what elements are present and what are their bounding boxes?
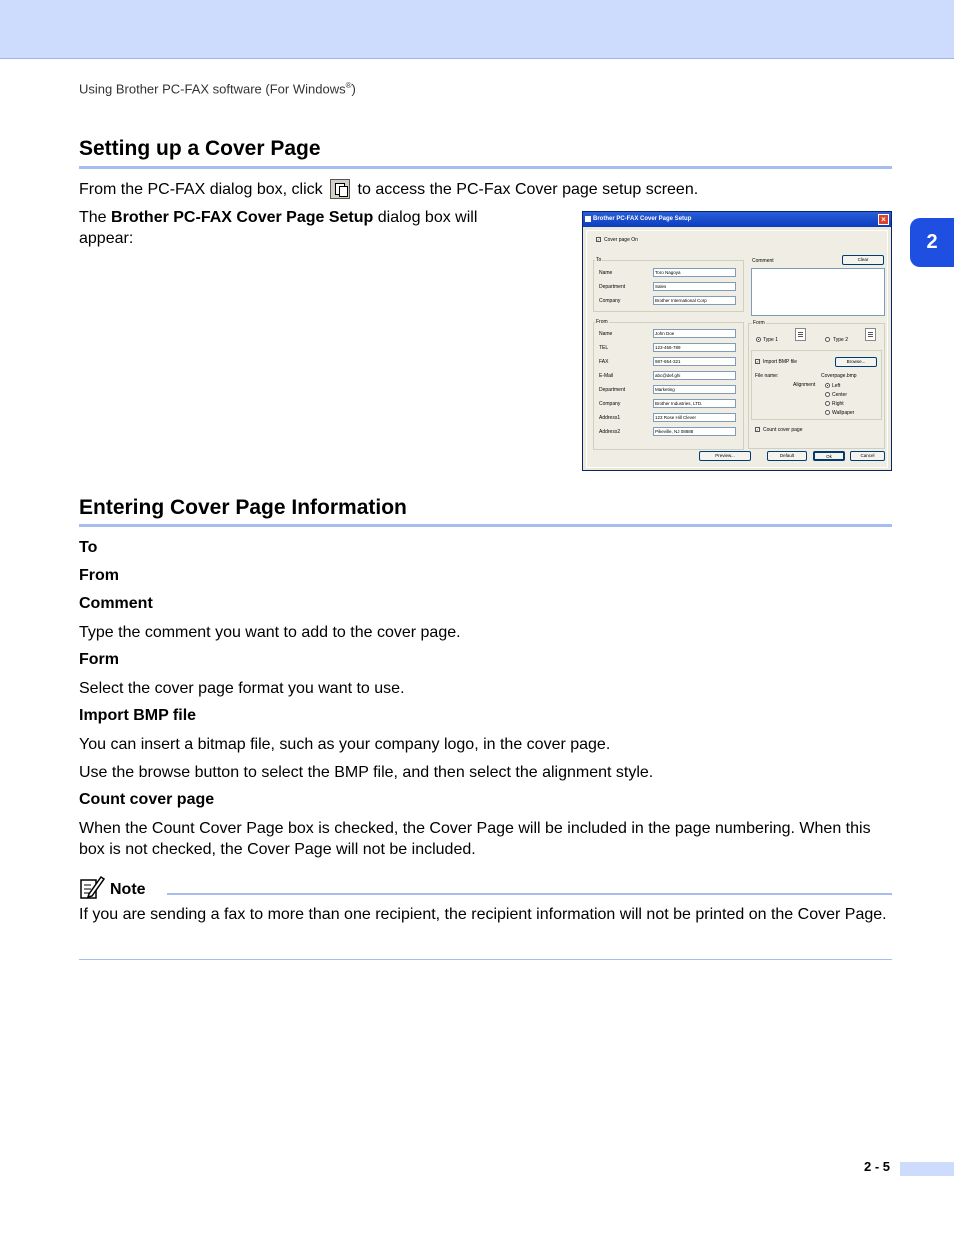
dialog-intro-before: The: [79, 209, 107, 226]
cover-page-setup-icon: [330, 179, 350, 199]
from-department-label: Department: [599, 387, 626, 393]
from-address1-label: Address1: [599, 415, 621, 421]
note-bottom-rule: [79, 959, 892, 960]
note-label: Note: [110, 881, 146, 898]
from-name-field[interactable]: John Doe: [653, 329, 736, 338]
registered-mark: ®: [345, 81, 352, 90]
count-description: When the Count Cover Page box is checked, the Cover Page will be included in the page numbering. When this box is not checked, the Cover Page will not be included.: [79, 820, 871, 858]
note-header: [79, 874, 892, 900]
from-company-label: Company: [599, 401, 621, 407]
heading-import-bmp: Import BMP file: [79, 707, 197, 724]
from-address1-field[interactable]: 123 Rose Hill Clever: [653, 413, 736, 422]
from-group-label: From: [596, 319, 608, 325]
to-company-field[interactable]: Brother International Corp: [653, 296, 736, 305]
align-right-label: Right: [832, 401, 844, 407]
from-tel-field[interactable]: 123-456-789: [653, 343, 736, 352]
dialog-title: Brother PC-FAX Cover Page Setup: [593, 216, 692, 222]
to-name-field[interactable]: Toro Nagoya: [653, 268, 736, 277]
from-email-label: E-Mail: [599, 373, 614, 379]
ok-button[interactable]: Ok: [813, 451, 845, 461]
note-rule: [167, 893, 892, 895]
intro-line: [79, 179, 698, 200]
align-center-label: Center: [832, 392, 848, 398]
type1-thumbnail-icon: [795, 328, 806, 341]
from-address2-field[interactable]: Pikeville, NJ 08888: [653, 427, 736, 436]
from-department-field[interactable]: Marketing: [653, 385, 736, 394]
dialog-body: [586, 230, 888, 468]
to-name-label: Name: [599, 270, 613, 276]
section-rule: [79, 166, 892, 169]
to-department-label: Department: [599, 284, 626, 290]
dialog-intro: [79, 207, 529, 249]
dialog-app-icon: [585, 216, 591, 222]
comment-label: Comment: [752, 258, 774, 264]
coverpage-bmp-label: Coverpage.bmp: [821, 373, 857, 379]
chapter-number: 2: [926, 231, 938, 253]
type2-radio[interactable]: [825, 337, 830, 342]
from-email-field[interactable]: abc@def.ghi: [653, 371, 736, 380]
running-header-text: Using Brother PC-FAX software (For Windows: [79, 81, 346, 97]
page-number: 2 - 5: [864, 1159, 891, 1174]
chapter-tab: [910, 218, 954, 267]
intro-text-after: to access the PC-Fax Cover page setup screen.: [357, 181, 699, 198]
note-text: If you are sending a fax to more than one recipient, the recipient information will not be printed on the Cover Page.: [79, 906, 887, 923]
type2-thumbnail-icon: [865, 328, 876, 341]
to-group-label: To: [596, 257, 602, 263]
heading-from: From: [79, 567, 119, 584]
import-description-1: You can insert a bitmap file, such as your company logo, in the cover page.: [79, 736, 611, 753]
file-name-label: File name:: [755, 373, 779, 379]
from-fax-field[interactable]: 987-654-321: [653, 357, 736, 366]
heading-count-cover-page: Count cover page: [79, 791, 215, 808]
align-right-radio[interactable]: [825, 401, 830, 406]
comment-description: Type the comment you want to add to the cover page.: [79, 624, 461, 641]
section-rule-2: [79, 524, 892, 527]
import-description-2: Use the browse button to select the BMP file, and then select the alignment style.: [79, 764, 654, 781]
type2-label: Type 2: [833, 337, 849, 343]
dialog-name-bold: Brother PC-FAX Cover Page Setup: [111, 209, 374, 226]
browse-button[interactable]: Browse...: [835, 357, 877, 367]
import-bmp-checkbox[interactable]: ✓: [756, 359, 760, 364]
alignment-label: Alignment: [793, 382, 816, 388]
cancel-button[interactable]: Cancel: [850, 451, 885, 461]
type1-radio[interactable]: [756, 337, 761, 342]
form-group-label: Form: [753, 320, 765, 326]
note-pencil-icon: [79, 874, 105, 900]
import-bmp-label: Import BMP file: [763, 359, 798, 365]
comment-textarea[interactable]: [751, 268, 885, 316]
type1-label: Type 1: [763, 337, 779, 343]
dialog-intro-after: dialog box will: [377, 209, 478, 226]
count-cover-page-checkbox[interactable]: ✓: [756, 427, 760, 432]
align-wallpaper-radio[interactable]: [825, 410, 830, 415]
from-tel-label: TEL: [599, 345, 609, 351]
running-header: [79, 81, 356, 96]
form-description: Select the cover page format you want to use.: [79, 680, 405, 697]
page-number-bar: [900, 1162, 954, 1176]
heading-to: To: [79, 539, 98, 556]
top-band: [0, 0, 954, 59]
to-company-label: Company: [599, 298, 621, 304]
default-button[interactable]: Default: [767, 451, 807, 461]
running-header-close: ): [351, 81, 356, 97]
align-left-radio[interactable]: [825, 383, 830, 388]
align-center-radio[interactable]: [825, 392, 830, 397]
cover-page-on-checkbox[interactable]: ✓: [597, 237, 601, 242]
from-company-field[interactable]: Brother Industries, LTD.: [653, 399, 736, 408]
heading-comment: Comment: [79, 595, 153, 612]
preview-button[interactable]: Preview...: [699, 451, 751, 461]
section-title-entering: Entering Cover Page Information: [79, 496, 407, 519]
from-address2-label: Address2: [599, 429, 621, 435]
clear-button[interactable]: Clear: [842, 255, 884, 265]
close-icon[interactable]: ×: [878, 214, 889, 225]
heading-form: Form: [79, 651, 119, 668]
dialog-titlebar: [583, 212, 891, 227]
to-department-field[interactable]: Sales: [653, 282, 736, 291]
section-title-setup: Setting up a Cover Page: [79, 137, 321, 160]
from-name-label: Name: [599, 331, 613, 337]
from-fax-label: FAX: [599, 359, 609, 365]
cover-page-setup-dialog: [582, 211, 892, 471]
count-cover-page-label: Count cover page: [763, 427, 803, 433]
intro-text-before: From the PC-FAX dialog box, click: [79, 181, 323, 198]
cover-page-on-label: Cover page On: [604, 237, 638, 243]
dialog-intro-cont: appear:: [79, 230, 134, 247]
align-left-label: Left: [832, 383, 841, 389]
align-wallpaper-label: Wallpaper: [832, 410, 855, 416]
